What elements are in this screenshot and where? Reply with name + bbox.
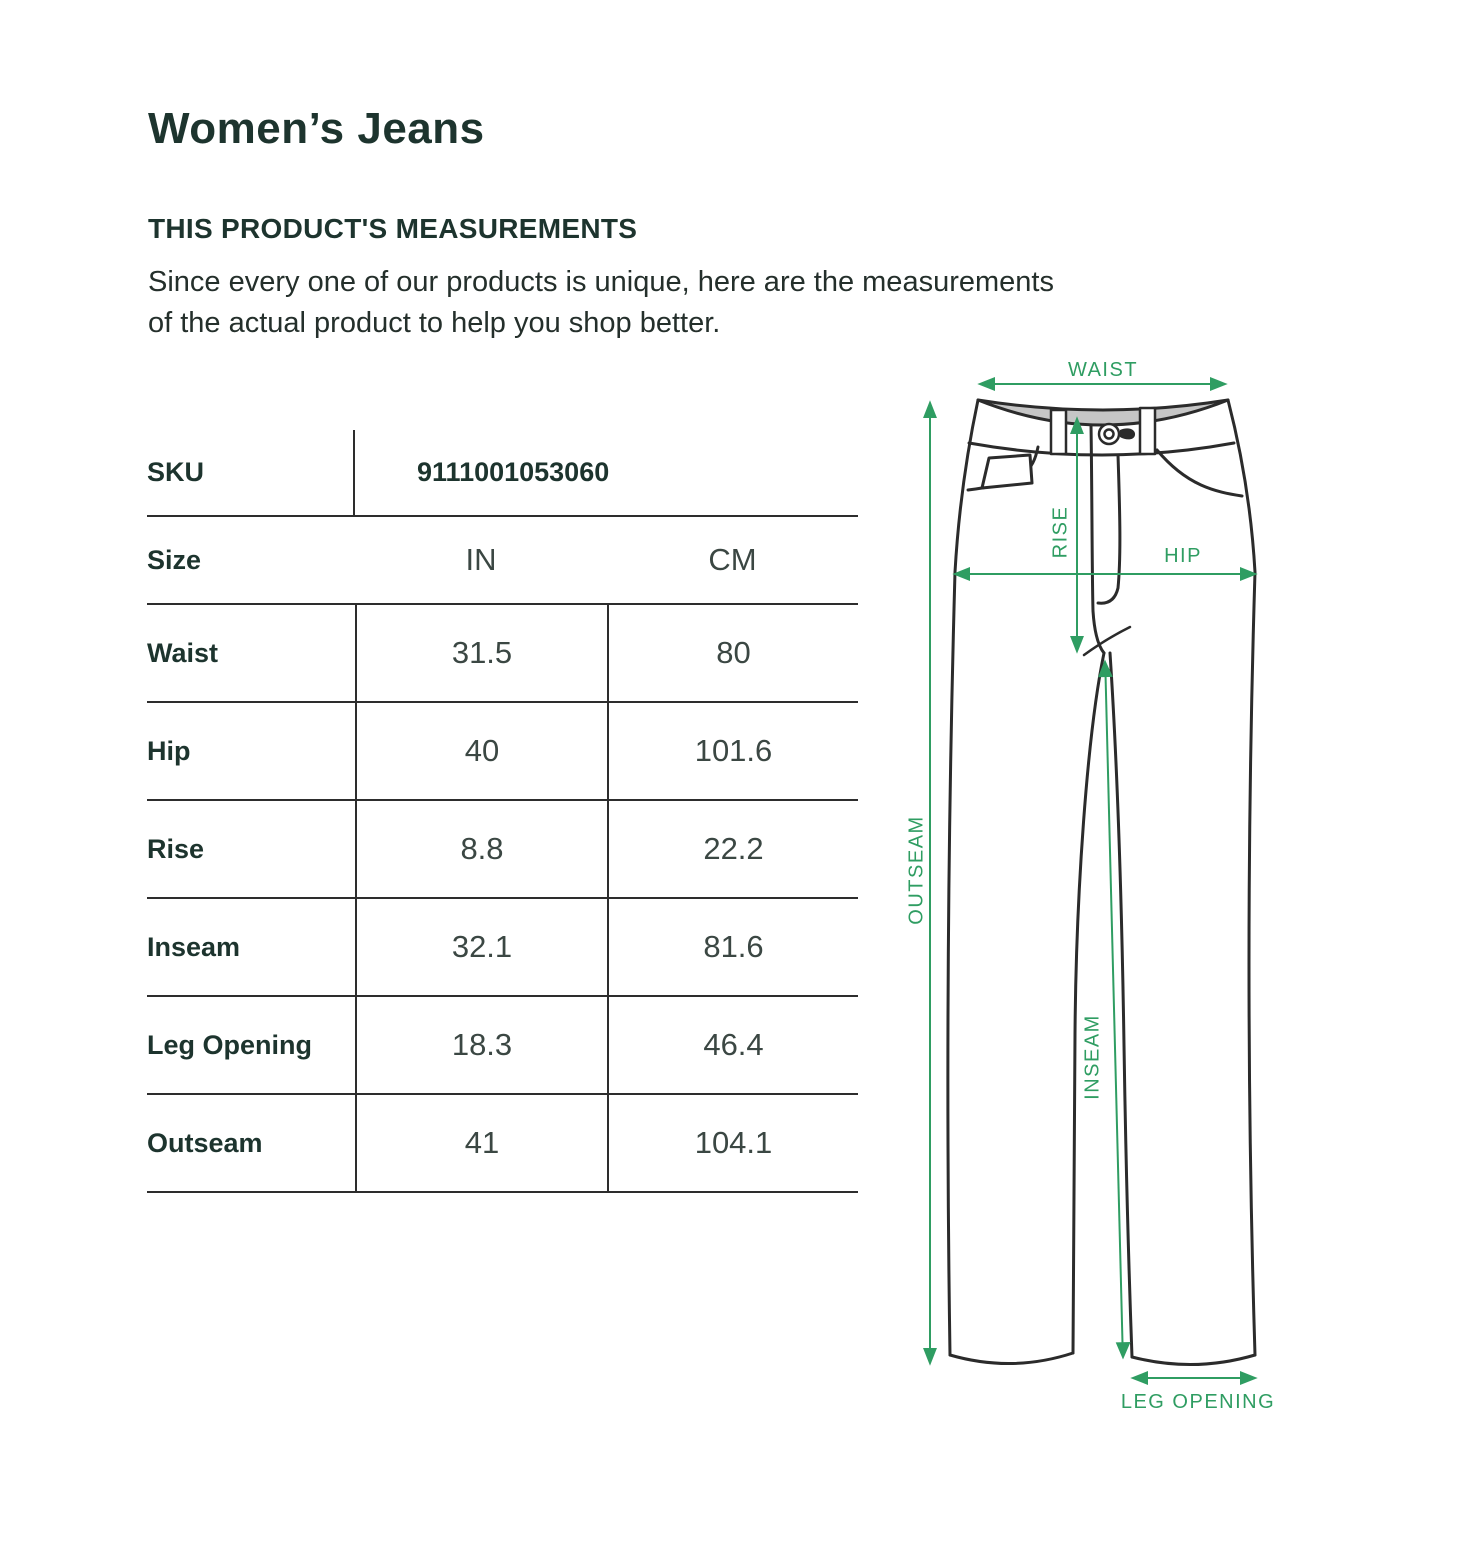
crotch-slash <box>1084 627 1130 655</box>
belt-loop-right <box>1140 408 1155 454</box>
leg-opening-arrowhead-right <box>1241 1373 1255 1384</box>
inseam-dimension-label: INSEAM <box>1081 1014 1104 1100</box>
row-label: Leg Opening <box>147 1029 312 1060</box>
unit-header-cm: CM <box>708 542 757 577</box>
row-value-cm: 104.1 <box>607 1095 858 1191</box>
button-icon <box>1099 424 1119 444</box>
waistband-bottom-seam <box>969 443 1234 455</box>
outseam-arrowhead-bottom <box>925 1349 936 1363</box>
sku-value: 9111001053060 <box>417 457 610 487</box>
outseam-arrowhead-top <box>925 403 936 417</box>
row-value-in: 18.3 <box>355 997 607 1093</box>
hip-arrowhead-right <box>1241 569 1255 580</box>
fly-j-stitch <box>1098 455 1120 603</box>
row-value-in: 32.1 <box>355 899 607 995</box>
waist-arrowhead-left <box>980 379 994 390</box>
jeans-diagram <box>890 355 1350 1455</box>
jeans-left-outseam <box>948 400 978 1355</box>
outseam-dimension-label: OUTSEAM <box>905 815 928 925</box>
unit-header-in: IN <box>465 542 497 577</box>
table-row <box>147 997 858 1095</box>
table-row <box>147 1095 858 1193</box>
jeans-right-hem <box>1132 1355 1255 1365</box>
table-row <box>147 801 858 899</box>
jeans-right-outseam <box>1228 400 1255 1355</box>
row-label: Rise <box>147 833 205 864</box>
row-label: Outseam <box>147 1127 263 1158</box>
fly-center-line <box>1091 425 1104 653</box>
row-label: Waist <box>147 637 219 668</box>
row-label: Hip <box>147 735 191 766</box>
waist-arrowhead-right <box>1211 379 1225 390</box>
row-value-cm: 80 <box>607 605 858 701</box>
table-row <box>147 605 858 703</box>
row-value-cm: 81.6 <box>607 899 858 995</box>
button-tab <box>1120 428 1135 439</box>
rise-dimension-label: RISE <box>1049 505 1072 559</box>
leg-opening-dimension-label: LEG OPENING <box>1120 1391 1276 1413</box>
row-value-cm: 101.6 <box>607 703 858 799</box>
sku-row <box>147 430 858 517</box>
description-line-2: of the actual product to help you shop better. <box>148 307 721 339</box>
leg-opening-arrowhead-left <box>1133 1373 1147 1384</box>
row-value-in: 41 <box>355 1095 607 1191</box>
hip-dimension-label: HIP <box>1164 545 1202 567</box>
rise-arrowhead-bottom <box>1072 637 1083 651</box>
page-title: Women’s Jeans <box>148 104 485 153</box>
row-value-in: 8.8 <box>355 801 607 897</box>
row-label: Inseam <box>147 931 241 962</box>
description-line-1: Since every one of our products is unique, here are the measurements <box>148 266 1054 298</box>
measurement-rows <box>147 605 858 1193</box>
coin-pocket <box>982 455 1032 488</box>
waist-dimension-label: WAIST <box>1067 359 1139 381</box>
row-value-cm: 22.2 <box>607 801 858 897</box>
section-heading: THIS PRODUCT'S MEASUREMENTS <box>148 213 638 244</box>
product-description <box>148 262 1054 344</box>
right-pocket-curve <box>1157 450 1242 496</box>
row-value-in: 40 <box>355 703 607 799</box>
size-label: Size <box>147 544 202 575</box>
measurements-table <box>147 430 858 1193</box>
belt-loop-left <box>1051 410 1066 454</box>
table-row <box>147 899 858 997</box>
size-header-row <box>147 517 858 605</box>
jeans-left-hem <box>950 1353 1073 1364</box>
hip-arrowhead-left <box>955 569 969 580</box>
sku-label: SKU <box>147 430 355 515</box>
row-value-in: 31.5 <box>355 605 607 701</box>
inseam-arrow <box>1106 674 1123 1343</box>
inseam-arrowhead-bottom <box>1117 1343 1129 1357</box>
row-value-cm: 46.4 <box>607 997 858 1093</box>
jeans-left-inseam-edge <box>1073 653 1104 1353</box>
table-row <box>147 703 858 801</box>
